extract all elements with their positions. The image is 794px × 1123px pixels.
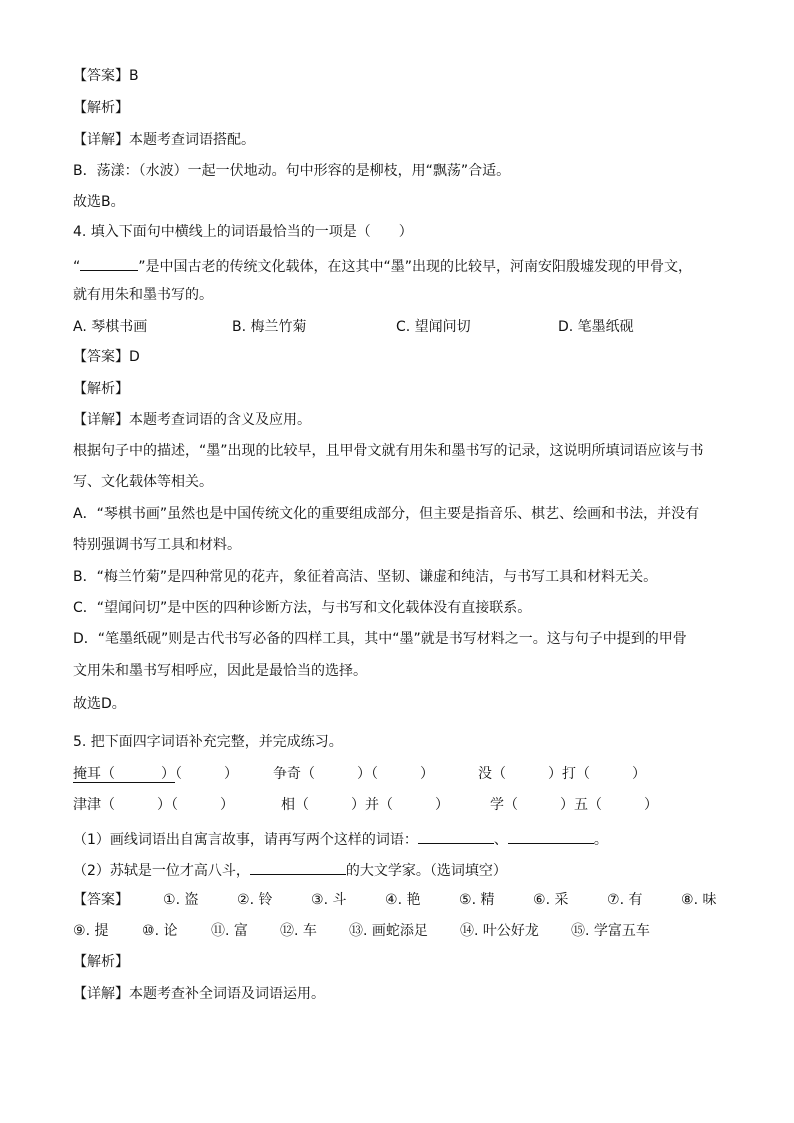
q4-option-b: B. 梅兰竹菊 — [232, 319, 307, 335]
q5-answer-number: ① — [163, 892, 176, 908]
q4-sentence-rest: ”是中国古老的传统文化载体，在这其中“墨”出现的比较早，河南安阳殷墟发现的甲骨文， — [138, 259, 693, 275]
q4-explain-c: C．“望闻问切”是中医的四种诊断方法，与书写和文化载体没有直接联系。 — [73, 600, 532, 616]
q5-sub2: （2）苏轼是一位才高八斗， 的大文学家。（选词填空） — [73, 860, 507, 880]
q5-answer-item — [163, 891, 198, 909]
q4-sentence-line2: 就有用朱和墨书写的。 — [73, 287, 213, 303]
q5-answer-item — [459, 891, 494, 909]
q4-choose-text: 故选D。 — [73, 696, 126, 712]
q5-answer-text: . 采 — [545, 892, 569, 908]
q5-answer-item — [533, 891, 568, 909]
q5-answer-number: ⑩ — [142, 923, 155, 939]
q5-answer-text: . 论 — [154, 923, 178, 939]
q5-answer-text: . 提 — [85, 923, 109, 939]
detail-text: 【详解】本题考查词语搭配。 — [73, 132, 255, 148]
q5-sub2-blank — [250, 860, 346, 875]
choose-text: 故选B。 — [73, 194, 125, 210]
q5-answer-number: ⑦ — [607, 892, 620, 908]
q4-para1-line2: 写、文化载体等相关。 — [73, 474, 213, 490]
q5-answer-text: . 车 — [294, 923, 317, 939]
q4-option-c: C. 望闻问切 — [396, 319, 471, 335]
q4-para1-line1: 根据句子中的描述，“墨”出现的比较早，且甲骨文就有用朱和墨书写的记录，这说明所填词语应该与书 — [73, 443, 704, 459]
q5-word-2: 争奇（ ）（ ） — [273, 766, 434, 782]
q5-answer-number: ⑥ — [533, 892, 546, 908]
q5-answer-number: ⑬ — [349, 923, 363, 939]
q4-option-d: D. 笔墨纸砚 — [558, 319, 634, 335]
q4-fill-blank — [80, 256, 138, 271]
q5-word-5: 相（ ）并（ ） — [281, 797, 449, 813]
q5-word-4: 津津（ ）（ ） — [73, 797, 234, 813]
q5-answer-number: ③ — [311, 892, 324, 908]
q5-answer-number: ⑮ — [571, 923, 585, 939]
q5-answer-text: . 富 — [225, 923, 248, 939]
q4-explain-d-line2: 文用朱和墨书写相呼应，因此是最恰当的选择。 — [73, 663, 367, 679]
q5-word-3: 没（ ）打（ ） — [478, 766, 646, 782]
q4-analysis-label: 【解析】 — [73, 381, 129, 397]
q5-sub1: （1）画线词语出自寓言故事，请再写两个这样的词语： 、 。 — [73, 829, 608, 849]
q5-word-6: 学（ ）五（ ） — [490, 797, 658, 813]
q5-answer-number: ⑨ — [73, 923, 86, 939]
q4-explain-a-line1: A．“琴棋书画”虽然也是中国传统文化的重要组成部分，但主要是指音乐、棋艺、绘画和书法，并没有 — [73, 506, 700, 522]
q5-stem: 5. 把下面四字词语补充完整，并完成练习。 — [73, 734, 343, 750]
analysis-label: 【解析】 — [73, 100, 129, 116]
q5-answer-text: . 精 — [471, 892, 495, 908]
q5-answer-item — [280, 922, 317, 940]
q5-answer-item — [142, 922, 177, 940]
q5-answer-item — [311, 891, 346, 909]
answer-label: 【答案】B — [73, 68, 139, 84]
q5-answer-text: . 艳 — [397, 892, 421, 908]
q4-option-a: A. 琴棋书画 — [73, 319, 148, 335]
q4-sentence-open: “ — [73, 259, 81, 275]
q4-explain-a-line2: 特别强调书写工具和材料。 — [73, 537, 241, 553]
q5-sub1-blank-1 — [418, 829, 494, 844]
q5-answer-item — [681, 891, 716, 909]
q5-word-1-underlined: 掩耳（ ） — [73, 766, 175, 782]
q4-stem: 4. 填入下面句中横线上的词语最恰当的一项是（ ） — [73, 224, 413, 240]
q4-sentence — [73, 256, 692, 276]
q5-answer-number: ⑭ — [460, 923, 474, 939]
explain-text: B．荡漾：（水波）一起一伏地动。句中形容的是柳枝，用“飘荡”合适。 — [73, 163, 511, 179]
q5-answer-number: ④ — [385, 892, 398, 908]
q5-word-1 — [73, 765, 238, 783]
q5-answer-item — [349, 922, 428, 940]
q5-answer-text: . 叶公好龙 — [474, 923, 539, 939]
q5-answer-number: ⑫ — [280, 923, 294, 939]
q5-detail-text: 【详解】本题考查补全词语及词语运用。 — [73, 986, 325, 1002]
q5-answer-label: 【答案】 — [73, 892, 129, 908]
q5-answer-text: . 盗 — [175, 892, 199, 908]
q5-answer-item — [73, 922, 108, 940]
q5-answer-item — [571, 922, 650, 940]
q5-answer-item — [460, 922, 539, 940]
q5-answer-text: . 铃 — [249, 892, 273, 908]
q4-answer-label: 【答案】D — [73, 349, 140, 365]
q5-answer-number: ⑪ — [211, 923, 225, 939]
q4-explain-d-line1: D．“笔墨纸砚”则是古代书写必备的四样工具，其中“墨”就是书写材料之一。这与句子中提到的甲骨 — [73, 631, 687, 647]
q5-answer-text: . 斗 — [323, 892, 347, 908]
q5-answer-item — [607, 891, 642, 909]
q5-answer-number: ⑧ — [681, 892, 694, 908]
q5-sub1-blank-2 — [508, 829, 594, 844]
q4-explain-b: B．“梅兰竹菊”是四种常见的花卉，象征着高洁、坚韧、谦虚和纯洁，与书写工具和材料无关。 — [73, 569, 658, 585]
q4-detail-text: 【详解】本题考查词语的含义及应用。 — [73, 412, 311, 428]
q5-answer-text: . 画蛇添足 — [363, 923, 428, 939]
q5-answer-item — [385, 891, 420, 909]
q5-answer-number: ⑤ — [459, 892, 472, 908]
q5-answer-text: . 味 — [693, 892, 717, 908]
q5-analysis-label: 【解析】 — [73, 954, 129, 970]
q5-answer-item — [237, 891, 272, 909]
q5-word-1-tail: （ ） — [175, 766, 238, 782]
q5-answer-number: ② — [237, 892, 250, 908]
q5-answer-text: . 有 — [619, 892, 643, 908]
q5-answer-item — [211, 922, 248, 940]
q5-answer-text: . 学富五车 — [585, 923, 650, 939]
